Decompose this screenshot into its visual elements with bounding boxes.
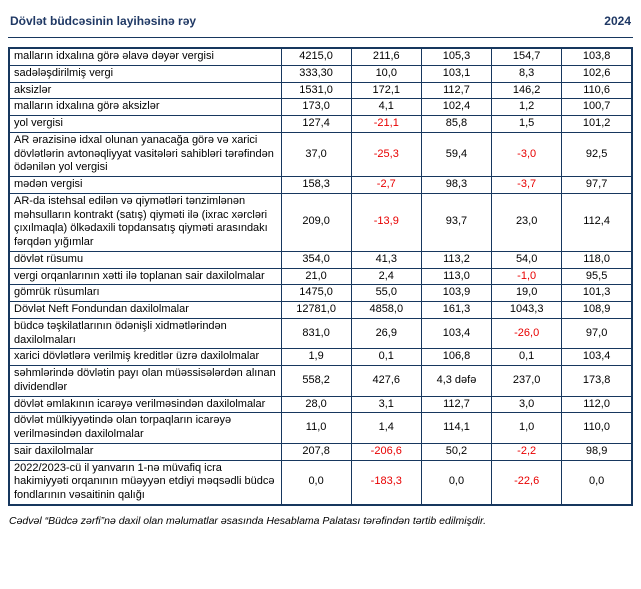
row-label: sadələşdirilmiş vergi [9, 65, 281, 82]
table-row [9, 396, 632, 413]
value-cell: 3,1 [351, 396, 421, 413]
table-row [9, 413, 632, 444]
row-label: xarici dövlətlərə verilmiş kreditlər üzrə daxilolmalar [9, 349, 281, 366]
value-cell: 110,0 [562, 413, 632, 444]
value-cell: 103,9 [421, 285, 491, 302]
value-cell: 161,3 [421, 302, 491, 319]
value-cell: 112,7 [421, 396, 491, 413]
row-label: Dövlət Neft Fondundan daxilolmalar [9, 302, 281, 319]
value-cell: 4215,0 [281, 48, 351, 65]
value-cell: 93,7 [421, 193, 491, 251]
value-cell: 154,7 [492, 48, 562, 65]
row-label: AR ərazisinə idxal olunan yanacağa görə və xarici dövlətlərin avtonəqliyyat vasitələri sahibləri tərəfindən ödənilən yol vergisi [9, 132, 281, 176]
table-row [9, 366, 632, 397]
row-label: dövlət əmlakının icarəyə verilməsindən daxilolmalar [9, 396, 281, 413]
value-cell: 28,0 [281, 396, 351, 413]
value-cell: 209,0 [281, 193, 351, 251]
value-cell: 19,0 [492, 285, 562, 302]
year-label: 2024 [604, 14, 631, 28]
value-cell: 23,0 [492, 193, 562, 251]
row-label: mədən vergisi [9, 177, 281, 194]
row-label: yol vergisi [9, 116, 281, 133]
table-row [9, 285, 632, 302]
value-cell: 8,3 [492, 65, 562, 82]
value-cell: 103,4 [562, 349, 632, 366]
value-cell: 103,4 [421, 318, 491, 349]
row-label: dövlət rüsumu [9, 251, 281, 268]
value-cell: 172,1 [351, 82, 421, 99]
table-row [9, 65, 632, 82]
value-cell: 211,6 [351, 48, 421, 65]
value-cell: 110,6 [562, 82, 632, 99]
value-cell: -25,3 [351, 132, 421, 176]
value-cell: 127,4 [281, 116, 351, 133]
value-cell: 114,1 [421, 413, 491, 444]
value-cell: 50,2 [421, 443, 491, 460]
value-cell: 1,5 [492, 116, 562, 133]
table-row [9, 349, 632, 366]
row-label: malların idxalına görə əlavə dəyər vergisi [9, 48, 281, 65]
value-cell: 98,9 [562, 443, 632, 460]
value-cell: 95,5 [562, 268, 632, 285]
value-cell: 101,2 [562, 116, 632, 133]
value-cell: 54,0 [492, 251, 562, 268]
value-cell: 97,7 [562, 177, 632, 194]
value-cell: -26,0 [492, 318, 562, 349]
value-cell: 173,0 [281, 99, 351, 116]
value-cell: -21,1 [351, 116, 421, 133]
value-cell: 92,5 [562, 132, 632, 176]
row-label: 2022/2023-cü il yanvarın 1-nə müvafiq icra hakimiyyəti orqanının müəyyən etdiyi məqsədli büdcə fondlarının vəsaitinin qalığı [9, 460, 281, 505]
table-row [9, 82, 632, 99]
value-cell: 2,4 [351, 268, 421, 285]
value-cell: 173,8 [562, 366, 632, 397]
value-cell: -3,7 [492, 177, 562, 194]
value-cell: 4,1 [351, 99, 421, 116]
value-cell: -2,2 [492, 443, 562, 460]
table-row [9, 116, 632, 133]
value-cell: 101,3 [562, 285, 632, 302]
table-row [9, 177, 632, 194]
value-cell: 427,6 [351, 366, 421, 397]
table-row [9, 99, 632, 116]
table-row [9, 132, 632, 176]
row-label: sair daxilolmalar [9, 443, 281, 460]
value-cell: 26,9 [351, 318, 421, 349]
table-row [9, 48, 632, 65]
value-cell: 11,0 [281, 413, 351, 444]
value-cell: 237,0 [492, 366, 562, 397]
table-row [9, 460, 632, 505]
value-cell: 4858,0 [351, 302, 421, 319]
row-label: gömrük rüsumları [9, 285, 281, 302]
value-cell: 103,1 [421, 65, 491, 82]
budget-table-body [9, 48, 632, 505]
table-row [9, 443, 632, 460]
value-cell: 102,4 [421, 99, 491, 116]
value-cell: 1531,0 [281, 82, 351, 99]
value-cell: 113,0 [421, 268, 491, 285]
value-cell: 1,4 [351, 413, 421, 444]
value-cell: 12781,0 [281, 302, 351, 319]
value-cell: 112,0 [562, 396, 632, 413]
value-cell: 108,9 [562, 302, 632, 319]
value-cell: 112,7 [421, 82, 491, 99]
value-cell: 158,3 [281, 177, 351, 194]
value-cell: 0,0 [281, 460, 351, 505]
value-cell: -3,0 [492, 132, 562, 176]
value-cell: 41,3 [351, 251, 421, 268]
value-cell: 0,1 [351, 349, 421, 366]
value-cell: 558,2 [281, 366, 351, 397]
table-row [9, 318, 632, 349]
value-cell: 112,4 [562, 193, 632, 251]
row-label: səhmlərində dövlətin payı olan müəssisələrdən alınan dividendlər [9, 366, 281, 397]
value-cell: 0,0 [562, 460, 632, 505]
table-row [9, 251, 632, 268]
footer-note: Cədvəl “Büdcə zərfi”nə daxil olan məlumatlar əsasında Hesablama Palatası tərəfindən tərtib edilmişdir. [9, 514, 487, 527]
value-cell: 1,0 [492, 413, 562, 444]
value-cell: 21,0 [281, 268, 351, 285]
value-cell: 0,0 [421, 460, 491, 505]
value-cell: 3,0 [492, 396, 562, 413]
value-cell: 100,7 [562, 99, 632, 116]
value-cell: 37,0 [281, 132, 351, 176]
value-cell: 831,0 [281, 318, 351, 349]
value-cell: 103,8 [562, 48, 632, 65]
value-cell: 97,0 [562, 318, 632, 349]
value-cell: 1,2 [492, 99, 562, 116]
value-cell: 102,6 [562, 65, 632, 82]
value-cell: -13,9 [351, 193, 421, 251]
row-label: büdcə təşkilatlarının ödənişli xidmətlərindən daxilolmaları [9, 318, 281, 349]
budget-table [8, 47, 633, 506]
value-cell: -183,3 [351, 460, 421, 505]
row-label: dövlət mülkiyyətində olan torpaqların icarəyə verilməsindən daxilolmalar [9, 413, 281, 444]
value-cell: 10,0 [351, 65, 421, 82]
table-row [9, 193, 632, 251]
value-cell: 4,3 dəfə [421, 366, 491, 397]
value-cell: 85,8 [421, 116, 491, 133]
row-label: vergi orqanlarının xətti ilə toplanan sair daxilolmalar [9, 268, 281, 285]
value-cell: 118,0 [562, 251, 632, 268]
table-row [9, 268, 632, 285]
value-cell: 98,3 [421, 177, 491, 194]
value-cell: -1,0 [492, 268, 562, 285]
value-cell: -2,7 [351, 177, 421, 194]
page-title: Dövlət büdcəsinin layihəsinə rəy [10, 14, 197, 28]
value-cell: 354,0 [281, 251, 351, 268]
value-cell: 113,2 [421, 251, 491, 268]
value-cell: 0,1 [492, 349, 562, 366]
value-cell: 105,3 [421, 48, 491, 65]
value-cell: 207,8 [281, 443, 351, 460]
document-header [8, 8, 633, 38]
row-label: malların idxalına görə aksizlər [9, 99, 281, 116]
value-cell: 333,30 [281, 65, 351, 82]
value-cell: -206,6 [351, 443, 421, 460]
row-label: aksizlər [9, 82, 281, 99]
value-cell: 146,2 [492, 82, 562, 99]
value-cell: -22,6 [492, 460, 562, 505]
value-cell: 59,4 [421, 132, 491, 176]
value-cell: 1043,3 [492, 302, 562, 319]
value-cell: 55,0 [351, 285, 421, 302]
row-label: AR-da istehsal edilən və qiymətləri tənzimlənən məhsulların kontrakt (satış) qiyməti ilə (ixrac xərcləri çıxılmaqla) ölkədaxili topdansatış qiyməti arasındakı fərqdən yığımlar [9, 193, 281, 251]
value-cell: 106,8 [421, 349, 491, 366]
value-cell: 1475,0 [281, 285, 351, 302]
value-cell: 1,9 [281, 349, 351, 366]
table-row [9, 302, 632, 319]
